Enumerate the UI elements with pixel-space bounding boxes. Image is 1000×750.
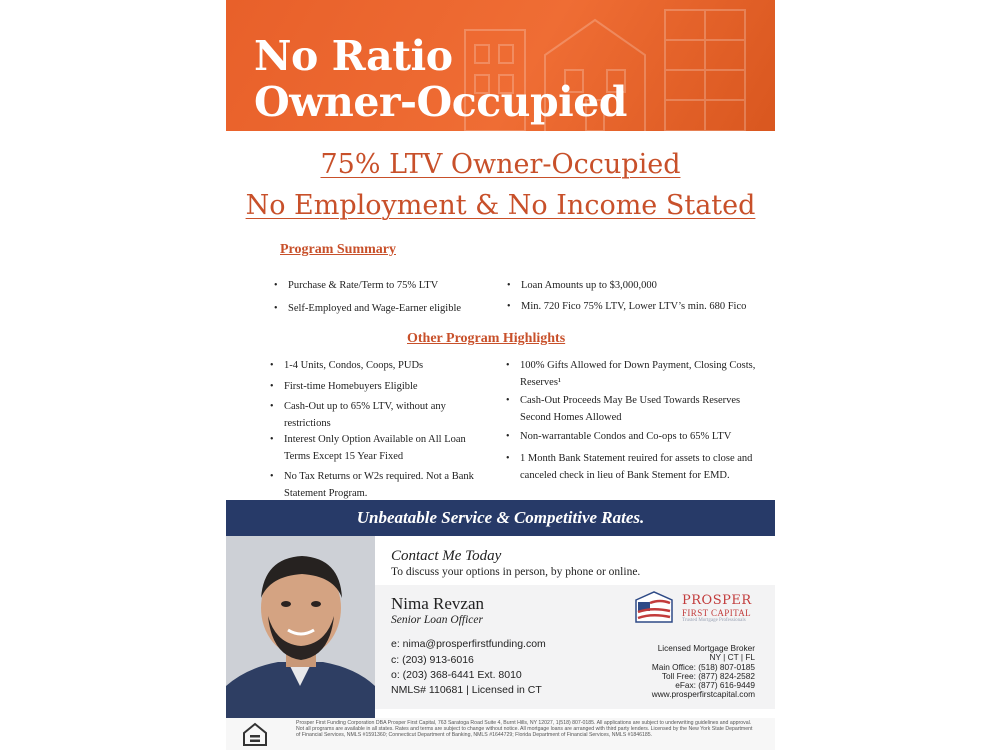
bullet-icon: •: [274, 280, 278, 291]
officer-office-phone[interactable]: o: (203) 368-6441 Ext. 8010: [391, 669, 522, 681]
loan-officer-photo: [226, 536, 375, 718]
broker-efax: eFax: (877) 616-9449: [675, 680, 755, 690]
bullet-icon: •: [270, 471, 274, 482]
list-item: • 100% Gifts Allowed for Down Payment, Closing Costs, Reserves¹: [506, 357, 771, 391]
bullet-icon: •: [506, 395, 510, 406]
bullet-icon: •: [506, 431, 510, 442]
officer-email[interactable]: e: nima@prosperfirstfunding.com: [391, 638, 546, 650]
broker-toll-free: Toll Free: (877) 824-2582: [661, 671, 755, 681]
list-item: • Cash-Out Proceeds May Be Used Towards Reserves Second Homes Allowed: [506, 392, 756, 426]
flag-logo-icon: [632, 590, 676, 628]
bullet-icon: •: [270, 434, 274, 445]
broker-website[interactable]: www.prosperfirstcapital.com: [651, 689, 755, 699]
broker-main-office: Main Office: (518) 807-0185: [651, 662, 755, 672]
bullet-icon: •: [506, 360, 510, 371]
list-item: • 1-4 Units, Condos, Coops, PUDs: [270, 357, 490, 374]
broker-label: Licensed Mortgage Broker: [657, 643, 755, 653]
company-logo-name: PROSPER: [682, 593, 752, 608]
broker-states: NY | CT | FL: [709, 652, 755, 662]
list-item: • Min. 720 Fico 75% LTV, Lower LTV’s min. 680 Fico: [507, 298, 767, 315]
flyer: [226, 0, 775, 750]
slogan-bar: Unbeatable Service & Competitive Rates.: [226, 500, 775, 536]
bullet-icon: •: [270, 360, 274, 371]
legal-disclaimer: Prosper First Funding Corporation DBA Prosper First Capital, 763 Saratoga Road Suite 4, Burnt Hills, NY 12027, 1(518) 807-0185. All applications are subject to underwriting guidelines and approval. Not all programs are available in all states. Rates and terms are subject to change without notice. All mortgage loans are arranged with third party lenders. Licensed by the New York State Department of Financial Services, NMLS #1591360; Connecticut Department of Banking, NMLS #1644729; Florida Department of Financial Services, NMLS #1846185.: [296, 720, 753, 738]
list-item: • Cash-Out up to 65% LTV, without any restrictions: [270, 398, 470, 432]
list-item: • Interest Only Option Available on All Loan Terms Except 15 Year Fixed: [270, 431, 482, 465]
hero-banner: [226, 0, 775, 131]
bullet-icon: •: [274, 303, 278, 314]
bullet-icon: •: [506, 453, 510, 464]
list-item: • Self-Employed and Wage-Earner eligible: [274, 300, 494, 317]
contact-subtitle: To discuss your options in person, by phone or online.: [391, 566, 641, 578]
banner-line-1: No Ratio: [254, 32, 453, 80]
list-item: • Non-warrantable Condos and Co-ops to 65% LTV: [506, 428, 771, 445]
officer-nmls: NMLS# 110681 | Licensed in CT: [391, 684, 542, 696]
highlights-title: Other Program Highlights: [407, 331, 566, 346]
list-item: • First-time Homebuyers Eligible: [270, 378, 490, 395]
list-item: • No Tax Returns or W2s required. Not a Bank Statement Program.: [270, 468, 490, 502]
officer-role: Senior Loan Officer: [391, 614, 483, 626]
banner-line-2: Owner-Occupied: [254, 78, 627, 126]
list-item: • Loan Amounts up to $3,000,000: [507, 277, 767, 294]
headline-ltv: 75% LTV Owner-Occupied: [320, 149, 681, 180]
list-item: • Purchase & Rate/Term to 75% LTV: [274, 277, 494, 294]
contact-title: Contact Me Today: [391, 548, 502, 564]
company-logo-sub: FIRST CAPITAL: [682, 608, 752, 618]
equal-housing-icon: [242, 721, 268, 747]
bullet-icon: •: [507, 301, 511, 312]
headline-no-income: No Employment & No Income Stated: [245, 190, 756, 221]
list-item: • 1 Month Bank Statement reuired for assets to close and canceled check in lieu of Bank Stement for EMD.: [506, 450, 756, 484]
bullet-icon: •: [270, 381, 274, 392]
portrait-icon: [226, 536, 375, 718]
program-summary-title: Program Summary: [280, 242, 396, 257]
bullet-icon: •: [507, 280, 511, 291]
officer-cell[interactable]: c: (203) 913-6016: [391, 654, 474, 666]
bullet-icon: •: [270, 401, 274, 412]
company-logo-tag: Trusted Mortgage Professionals: [682, 618, 746, 623]
officer-name: Nima Revzan: [391, 594, 484, 613]
